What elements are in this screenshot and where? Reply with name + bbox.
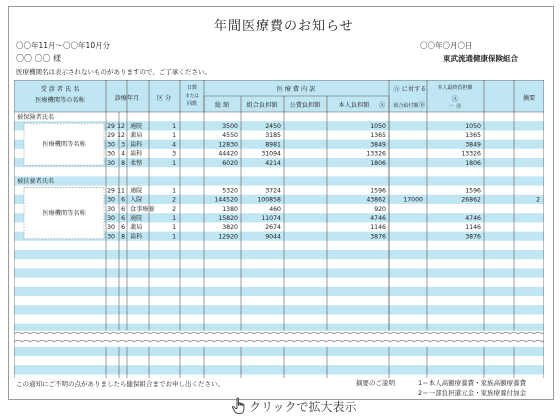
cell-union: 9044 bbox=[265, 233, 281, 241]
cell-final: 1596 bbox=[465, 187, 481, 195]
cell-month: 12 bbox=[117, 132, 125, 140]
cell-final: 3876 bbox=[465, 233, 481, 241]
cell-year: 30 bbox=[107, 196, 115, 204]
cell-total: 12830 bbox=[218, 141, 238, 149]
cell-remark: 2 bbox=[536, 196, 540, 204]
cell-total: 3820 bbox=[222, 224, 238, 232]
cell-union: 4214 bbox=[265, 159, 281, 167]
cell-union: 11074 bbox=[261, 215, 281, 222]
cell-year: 29 bbox=[107, 123, 115, 130]
header-mark-b: Ⓑ bbox=[418, 102, 426, 109]
cell-days: 2 bbox=[172, 196, 176, 204]
cell-self: 1365 bbox=[370, 132, 386, 140]
cell-days: 1 bbox=[172, 132, 176, 140]
header-category: 区 分 bbox=[156, 95, 172, 102]
cell-union: 460 bbox=[269, 205, 281, 213]
header-benefit: 組合給付額 bbox=[393, 103, 419, 109]
cell-year: 30 bbox=[107, 150, 115, 158]
header-final: － Ⓑ bbox=[448, 104, 462, 110]
footer-note: この通知にご不明の点がありましたら健保組合までお申し出ください。 bbox=[16, 380, 224, 388]
cell-days: 1 bbox=[172, 233, 176, 241]
cell-days: 2 bbox=[172, 205, 176, 213]
row-stripe bbox=[14, 287, 544, 296]
institution-placeholder: 医療機関等名称 bbox=[42, 141, 86, 149]
cell-category: 入院 bbox=[130, 196, 143, 204]
cell-year: 29 bbox=[107, 187, 115, 195]
cell-union: 2674 bbox=[265, 224, 281, 232]
cell-days: 1 bbox=[172, 159, 176, 167]
cell-final: 1050 bbox=[465, 123, 481, 130]
cell-final: 4746 bbox=[465, 215, 481, 222]
cell-self: 1050 bbox=[370, 123, 386, 130]
cell-self: 4746 bbox=[370, 215, 386, 222]
header-days: 日数 bbox=[186, 85, 198, 91]
cell-category: 通院 bbox=[130, 187, 143, 195]
header-final: Ⓐ bbox=[451, 96, 459, 103]
header-date: 診療年月 bbox=[114, 95, 140, 102]
cell-days: 1 bbox=[172, 123, 176, 130]
cell-final: 1806 bbox=[465, 159, 481, 167]
cell-total: 12920 bbox=[218, 233, 238, 241]
cell-month: 11 bbox=[117, 187, 125, 195]
cell-union: 3185 bbox=[265, 132, 281, 140]
period-label: 〇〇年11月～〇〇年10月分 bbox=[16, 41, 111, 50]
cell-union: 3724 bbox=[265, 187, 281, 195]
cell-final: 13326 bbox=[461, 150, 481, 158]
cell-days: 3 bbox=[172, 150, 176, 158]
cell-union: 8981 bbox=[265, 141, 281, 149]
cell-category: 食事療養 bbox=[130, 205, 155, 213]
cell-month: 4 bbox=[121, 150, 125, 158]
cell-total: 144520 bbox=[214, 196, 238, 204]
row-stripe bbox=[14, 268, 544, 277]
cell-self: 3849 bbox=[370, 141, 386, 149]
union-name: 東武流通健康保険組合 bbox=[443, 54, 518, 63]
header-mark-a: Ⓐ bbox=[378, 102, 386, 109]
cell-month: 12 bbox=[117, 123, 125, 130]
cell-final: 26862 bbox=[461, 196, 481, 204]
page-title: 年間医療費のお知らせ bbox=[214, 19, 354, 34]
cell-category: 通院 bbox=[130, 123, 143, 130]
cell-category: 通院 bbox=[130, 215, 143, 222]
cell-month: 8 bbox=[121, 233, 125, 241]
header-benefit-group: Ⓐ に対する bbox=[393, 86, 427, 93]
recipient-name: 〇〇 〇〇 様 bbox=[16, 54, 62, 63]
cell-self: 1146 bbox=[370, 224, 386, 232]
cell-month: 6 bbox=[121, 205, 125, 213]
cell-self: 43862 bbox=[366, 196, 386, 204]
cell-total: 4550 bbox=[222, 132, 238, 140]
cell-category: 歯科 bbox=[130, 233, 143, 241]
header-total: 総 額 bbox=[214, 102, 230, 109]
cell-final: 3849 bbox=[465, 141, 481, 149]
institution-placeholder: 医療機関等名称 bbox=[42, 210, 86, 218]
header-public-pay: 公費負担額 bbox=[289, 102, 321, 109]
cell-self: 3876 bbox=[370, 233, 386, 241]
cell-union: 31094 bbox=[261, 150, 281, 158]
cell-category: 歯科 bbox=[130, 141, 143, 149]
zoom-link[interactable] bbox=[231, 396, 357, 416]
header-expense-group: 医 療 費 内 訳 bbox=[276, 86, 316, 93]
issue-date: 〇〇年〇月〇日 bbox=[420, 41, 473, 50]
cell-final: 1146 bbox=[465, 224, 481, 232]
cell-year: 29 bbox=[107, 132, 115, 140]
cell-month: 6 bbox=[121, 196, 125, 204]
cell-self: 1806 bbox=[370, 159, 386, 167]
cell-category: 薬局 bbox=[130, 132, 143, 140]
cell-year: 30 bbox=[107, 233, 115, 241]
cell-year: 30 bbox=[107, 205, 115, 213]
section-label: 被保険者氏名 bbox=[17, 113, 55, 121]
header-days: または bbox=[185, 94, 199, 99]
row-stripe bbox=[14, 347, 544, 356]
cell-year: 30 bbox=[107, 159, 115, 167]
cell-self: 1596 bbox=[370, 187, 386, 195]
cell-total: 3500 bbox=[222, 123, 238, 130]
row-stripe bbox=[14, 176, 544, 185]
cell-month: 6 bbox=[121, 215, 125, 222]
cell-total: 44420 bbox=[218, 150, 238, 158]
cell-year: 30 bbox=[107, 141, 115, 149]
cell-union: 2450 bbox=[265, 123, 281, 130]
legend-title: 摘要のご説明 bbox=[356, 379, 395, 387]
cell-month: 8 bbox=[121, 159, 125, 167]
cell-self: 920 bbox=[374, 205, 386, 213]
cell-month: 3 bbox=[121, 141, 125, 149]
header-patient: 受 診 者 氏 名 bbox=[40, 86, 80, 93]
cell-self: 13326 bbox=[366, 150, 386, 158]
cell-days: 4 bbox=[172, 141, 176, 149]
header-final: 本人最終負担額 bbox=[437, 85, 473, 91]
notice-text: 医療機関名は表示されないものがありますので、ご了承ください。 bbox=[16, 68, 211, 76]
row-stripe bbox=[14, 250, 544, 259]
cell-category: 歯科 bbox=[130, 150, 143, 158]
row-stripe bbox=[14, 305, 544, 314]
cell-total: 15820 bbox=[218, 215, 238, 222]
header-union-pay: 組合負担額 bbox=[246, 102, 278, 109]
cell-benefit: 17000 bbox=[403, 196, 423, 204]
cell-union: 100858 bbox=[257, 196, 281, 204]
medical-expense-table bbox=[14, 80, 544, 378]
cell-category: 薬局 bbox=[130, 224, 143, 232]
cell-total: 5320 bbox=[222, 187, 238, 195]
section-label: 被扶養者氏名 bbox=[17, 178, 55, 186]
cell-year: 30 bbox=[107, 215, 115, 222]
cell-days: 1 bbox=[172, 224, 176, 232]
zoom-link-label: クリックで拡大表示 bbox=[249, 399, 357, 414]
cell-final: 1365 bbox=[465, 132, 481, 140]
cell-year: 30 bbox=[107, 224, 115, 232]
cell-total: 6020 bbox=[222, 159, 238, 167]
hand-pointer-icon bbox=[231, 397, 247, 415]
legend-item-1: 1＝本人高額療養費・家族高額療養費 bbox=[418, 379, 527, 387]
row-stripe bbox=[14, 365, 544, 374]
header-institution: 医療機関等の名称 bbox=[35, 97, 85, 104]
cell-category: 柔整 bbox=[130, 159, 143, 167]
cell-days: 1 bbox=[172, 215, 176, 222]
header-self-pay: 本人負担額 bbox=[338, 102, 370, 109]
header-remarks: 摘要 bbox=[522, 95, 536, 102]
header-days: 回数 bbox=[186, 101, 198, 107]
cell-total: 1380 bbox=[222, 205, 238, 213]
legend-item-2: 2＝一部負担還元金・家族療養付加金 bbox=[418, 389, 527, 397]
cell-days: 1 bbox=[172, 187, 176, 195]
cell-month: 6 bbox=[121, 224, 125, 232]
